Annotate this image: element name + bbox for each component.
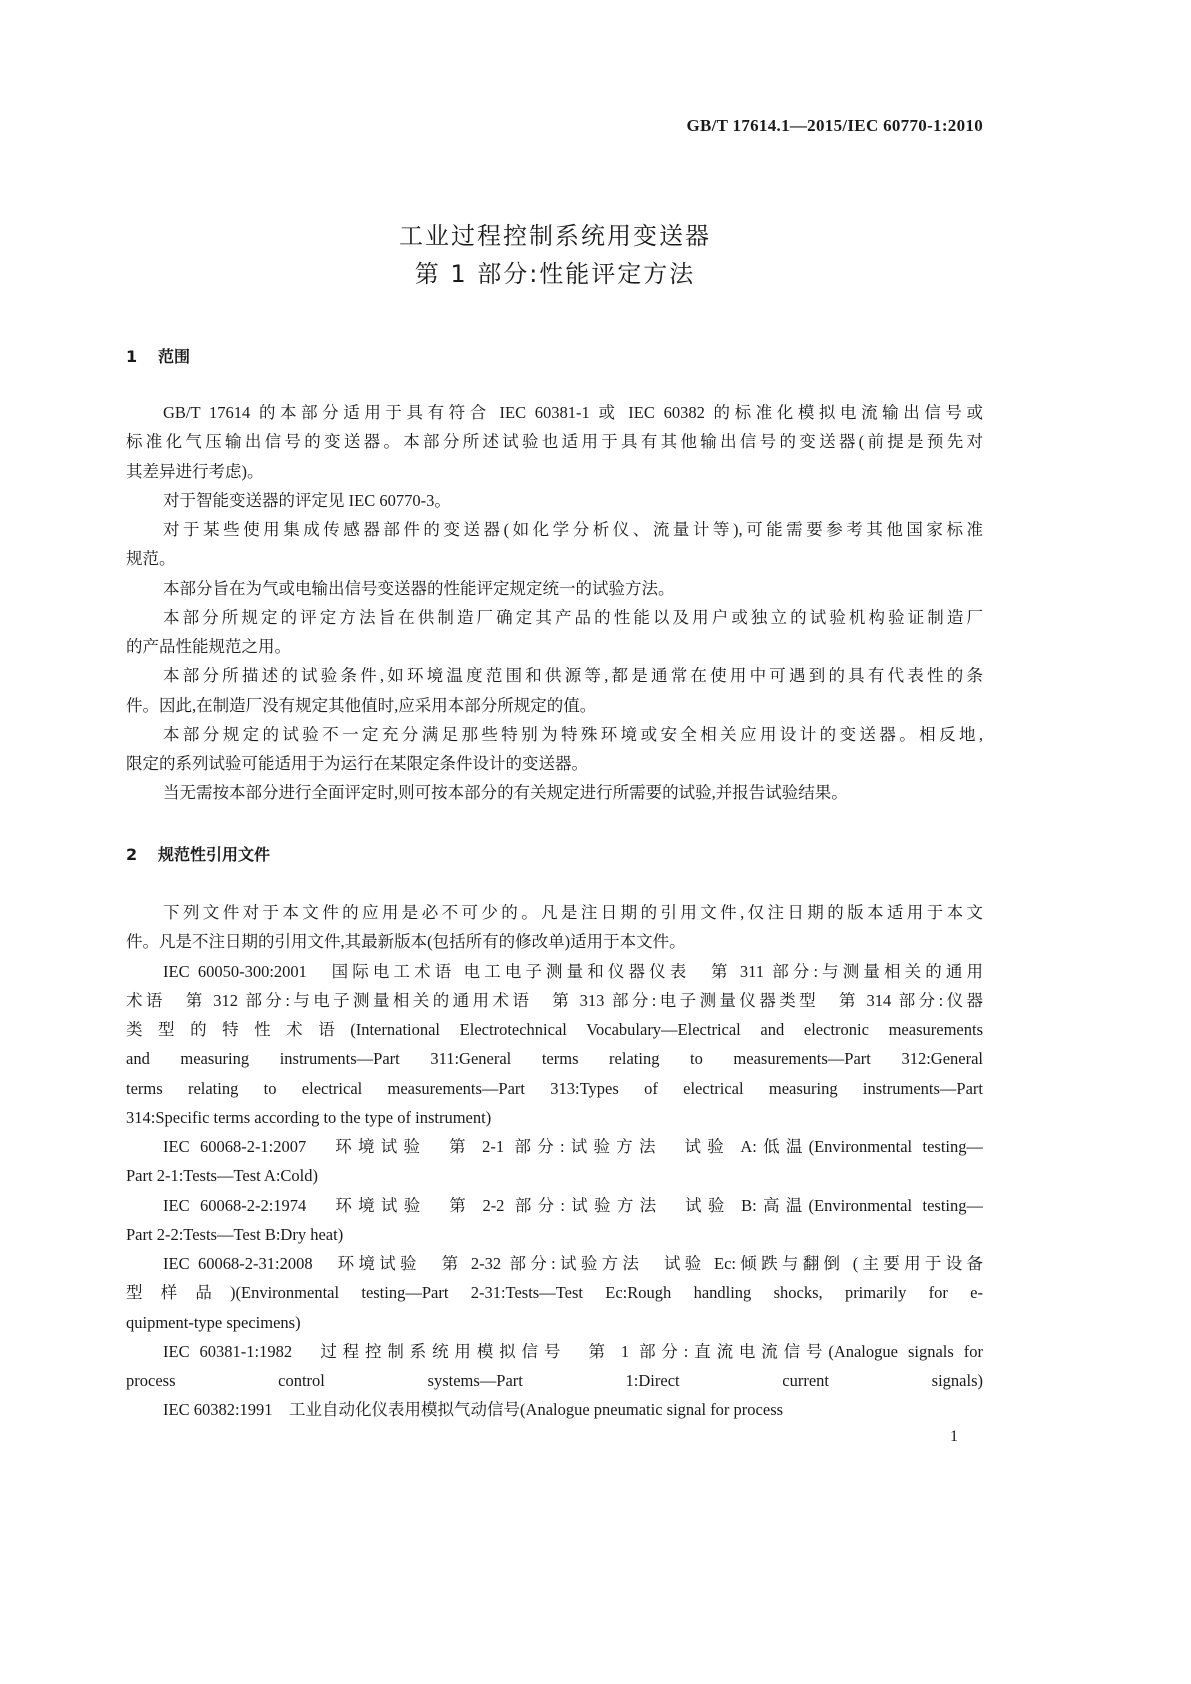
paragraph (126, 603, 983, 662)
text-line: 的产品性能规范之用。 (126, 637, 291, 656)
text-line: GB/T 17614 的本部分适用于具有符合 IEC 60381-1 或 IEC 60382 的标准化模拟电流输出信号或 (163, 403, 983, 422)
paragraph (126, 1132, 983, 1191)
paragraph (126, 486, 983, 515)
document-subtitle: 第 1 部分:性能评定方法 (414, 260, 696, 288)
text-line: 限定的系列试验可能适用于为运行在某限定条件设计的变送器。 (126, 754, 588, 773)
text-line: 对于某些使用集成传感器部件的变送器(如化学分析仪、流量计等),可能需要参考其他国家标准 (163, 520, 983, 539)
text-line: 件。因此,在制造厂没有规定其他值时,应采用本部分所规定的值。 (126, 695, 597, 715)
paragraph (126, 1337, 983, 1396)
text-line: 本部分规定的试验不一定充分满足那些特别为特殊环境或安全相关应用设计的变送器。相反地, (163, 724, 983, 744)
text-line: process control systems—Part 1:Direct current signals) (126, 1371, 983, 1390)
text-line: 本部分旨在为气或电输出信号变送器的性能评定规定统一的试验方法。 (163, 578, 675, 598)
section-title: 规范性引用文件 (158, 845, 271, 864)
text-line: 对于智能变送器的评定见 IEC 60770-3。 (163, 490, 451, 510)
text-line: 本部分所规定的评定方法旨在供制造厂确定其产品的性能以及用户或独立的试验机构验证制造厂 (163, 607, 983, 627)
section-number: 1 (126, 347, 138, 366)
text-line: 件。凡是不注日期的引用文件,其最新版本(包括所有的修改单)适用于本文件。 (126, 932, 686, 952)
text-line: quipment-type specimens) (126, 1312, 301, 1332)
section-2-body (126, 898, 983, 1425)
text-line: 标准化气压输出信号的变送器。本部分所述试验也适用于具有其他输出信号的变送器(前提是预先对 (126, 432, 983, 452)
section-2-heading (126, 842, 270, 865)
text-line: 规范。 (126, 549, 176, 569)
text-line: IEC 60068-2-2:1974 环境试验 第 2-2 部分:试验方法 试验 B:高温(Environmental testing— (163, 1195, 983, 1215)
section-1-body (126, 398, 983, 808)
paragraph (126, 398, 983, 486)
paragraph (126, 661, 983, 720)
text-line: IEC 60050-300:2001 国际电工术语 电工电子测量和仪器仪表 第 311 部分:与测量相关的通用 (163, 961, 983, 981)
paragraph (126, 1395, 983, 1424)
paragraph (126, 1249, 983, 1337)
text-line: 当无需按本部分进行全面评定时,则可按本部分的有关规定进行所需要的试验,并报告试验结果。 (163, 783, 848, 803)
paragraph (126, 720, 983, 779)
text-line: 其差异进行考虑)。 (126, 461, 264, 481)
text-line: 314:Specific terms according to the type of instrument) (126, 1107, 492, 1127)
text-line: terms relating to electrical measurements—Part 313:Types of electrical measuring instruments—Part (126, 1078, 983, 1098)
text-line: IEC 60068-2-31:2008 环境试验 第 2-32 部分:试验方法 试验 Ec:倾跌与翻倒 (主要用于设备 (163, 1254, 983, 1273)
text-line: Part 2-2:Tests—Test B:Dry heat) (126, 1224, 344, 1244)
page-number: 1 (950, 1428, 958, 1445)
text-line: Part 2-1:Tests—Test A:Cold) (126, 1166, 319, 1186)
text-line: 术语 第 312 部分:与电子测量相关的通用术语 第 313 部分:电子测量仪器类型 第 314 部分:仪器 (126, 990, 983, 1010)
text-line: 本部分所描述的试验条件,如环境温度范围和供源等,都是通常在使用中可遇到的具有代表性的条 (163, 666, 983, 686)
text-line: 型样品)(Environmental testing—Part 2-31:Tests—Test Ec:Rough handling shocks, primarily for e- (126, 1283, 983, 1303)
text-line: 类型的特性术语(International Electrotechnical Vocabulary—Electrical and electronic measurements (126, 1020, 983, 1039)
paragraph (126, 957, 983, 1133)
text-line: IEC 60068-2-1:2007 环境试验 第 2-1 部分:试验方法 试验 A:低温(Environmental testing— (163, 1137, 983, 1156)
section-1-heading (126, 344, 190, 367)
text-line: and measuring instruments—Part 311:General terms relating to measurements—Part 312:General (126, 1049, 983, 1069)
paragraph (126, 574, 983, 603)
section-number: 2 (126, 845, 138, 864)
text-line: IEC 60382:1991 工业自动化仪表用模拟气动信号(Analogue pneumatic signal for process (163, 1400, 784, 1420)
section-title: 范围 (158, 347, 191, 366)
paragraph (126, 898, 983, 957)
paragraph (126, 778, 983, 807)
document-title: 工业过程控制系统用变送器 (399, 222, 711, 250)
text-line: 下列文件对于本文件的应用是必不可少的。凡是注日期的引用文件,仅注日期的版本适用于本文 (163, 903, 983, 922)
paragraph (126, 515, 983, 574)
paragraph (126, 1191, 983, 1250)
text-line: IEC 60381-1:1982 过程控制系统用模拟信号 第 1 部分:直流电流信号(Analogue signals for (163, 1341, 983, 1361)
document-header: GB/T 17614.1—2015/IEC 60770-1:2010 (686, 116, 983, 135)
